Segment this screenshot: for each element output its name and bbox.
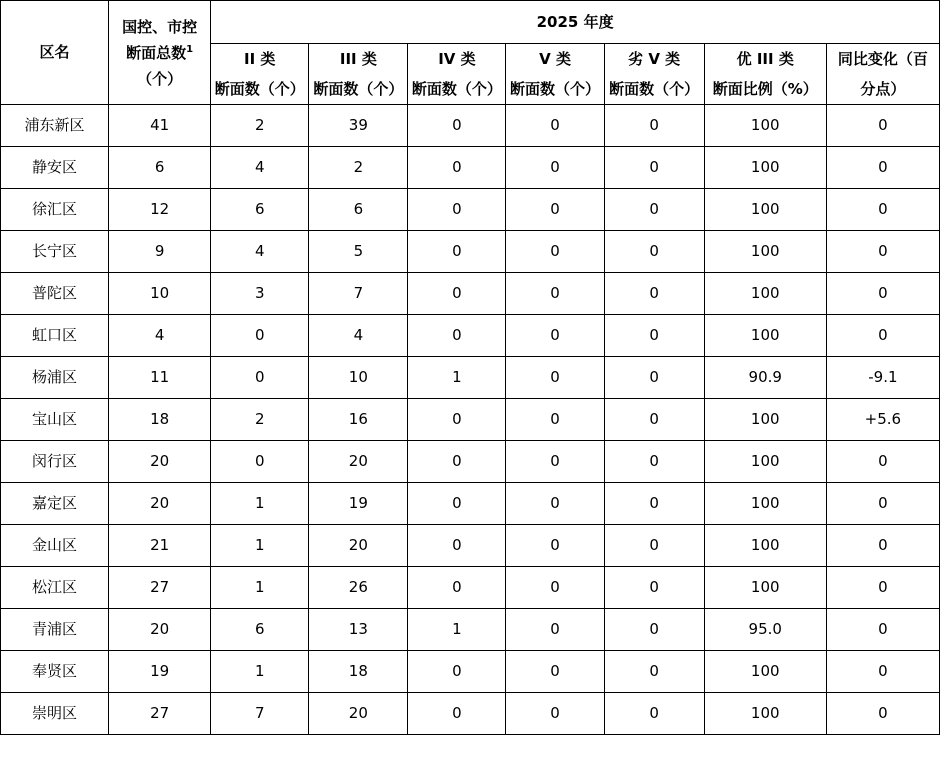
- worse5-cell: 0: [604, 273, 704, 315]
- total-header-line2-text: 断面总数: [126, 43, 187, 62]
- class5-cell: 0: [506, 483, 604, 525]
- class5-cell: 0: [506, 525, 604, 567]
- class3-cell: 10: [309, 357, 408, 399]
- class5-cell: 0: [506, 567, 604, 609]
- table-row: [1, 357, 940, 399]
- worse5-cell: 0: [604, 105, 704, 147]
- class4-cell: 0: [408, 483, 506, 525]
- table-row: [1, 315, 940, 357]
- total-cell: 20: [109, 441, 211, 483]
- class2-cell: 4: [211, 231, 309, 273]
- total-cell: 9: [109, 231, 211, 273]
- district-cell: 长宁区: [1, 231, 109, 273]
- district-cell: 闵行区: [1, 441, 109, 483]
- class4-header-line2: 断面数（个）: [411, 80, 502, 98]
- change-cell: 0: [826, 651, 939, 693]
- class3-cell: 13: [309, 609, 408, 651]
- class2-header-line1: II 类: [244, 50, 276, 68]
- class4-column-header: [408, 44, 506, 105]
- class5-cell: 0: [506, 189, 604, 231]
- class3-cell: 39: [309, 105, 408, 147]
- class4-cell: 1: [408, 609, 506, 651]
- ratio-cell: 100: [704, 525, 826, 567]
- table-row: [1, 525, 940, 567]
- total-cell: 11: [109, 357, 211, 399]
- class5-cell: 0: [506, 273, 604, 315]
- class4-header-line1: IV 类: [438, 50, 476, 68]
- worse5-column-header: [604, 44, 704, 105]
- class5-cell: 0: [506, 147, 604, 189]
- class2-header-line2: 断面数（个）: [214, 80, 305, 98]
- district-header-label: 区名: [39, 43, 70, 61]
- total-header-line3: （个）: [137, 69, 183, 88]
- worse5-cell: 0: [604, 651, 704, 693]
- worse5-header-line2: 断面数（个）: [609, 80, 700, 98]
- table-header: [1, 1, 940, 105]
- footnote-marker: 1: [186, 43, 194, 55]
- ratio-cell: 100: [704, 441, 826, 483]
- class5-cell: 0: [506, 609, 604, 651]
- total-cell: 6: [109, 147, 211, 189]
- class2-cell: 0: [211, 315, 309, 357]
- class4-cell: 0: [408, 231, 506, 273]
- class2-cell: 7: [211, 693, 309, 735]
- ratio-cell: 100: [704, 147, 826, 189]
- class4-cell: 0: [408, 273, 506, 315]
- worse5-cell: 0: [604, 483, 704, 525]
- class2-cell: 1: [211, 651, 309, 693]
- worse5-cell: 0: [604, 693, 704, 735]
- total-cell: 19: [109, 651, 211, 693]
- table-body: [1, 105, 940, 735]
- ratio-cell: 100: [704, 567, 826, 609]
- table-row: [1, 105, 940, 147]
- class4-cell: 0: [408, 189, 506, 231]
- class5-cell: 0: [506, 105, 604, 147]
- change-cell: 0: [826, 693, 939, 735]
- change-cell: 0: [826, 189, 939, 231]
- change-cell: 0: [826, 105, 939, 147]
- total-header-line1: 国控、市控: [122, 17, 198, 36]
- class3-cell: 19: [309, 483, 408, 525]
- change-cell: 0: [826, 315, 939, 357]
- year-group-header: [211, 1, 940, 44]
- class2-cell: 2: [211, 399, 309, 441]
- class3-cell: 4: [309, 315, 408, 357]
- district-cell: 奉贤区: [1, 651, 109, 693]
- ratio-cell: 100: [704, 231, 826, 273]
- ratio-cell: 100: [704, 693, 826, 735]
- worse5-cell: 0: [604, 189, 704, 231]
- class2-column-header: [211, 44, 309, 105]
- change-cell: +5.6: [826, 399, 939, 441]
- class2-cell: 4: [211, 147, 309, 189]
- total-cell: 20: [109, 483, 211, 525]
- table-row: [1, 441, 940, 483]
- class4-cell: 0: [408, 567, 506, 609]
- total-cell: 41: [109, 105, 211, 147]
- ratio-cell: 90.9: [704, 357, 826, 399]
- change-cell: -9.1: [826, 357, 939, 399]
- class5-cell: 0: [506, 651, 604, 693]
- class5-header-line1: V 类: [539, 50, 571, 68]
- change-cell: 0: [826, 147, 939, 189]
- table-row: [1, 609, 940, 651]
- worse5-cell: 0: [604, 399, 704, 441]
- district-cell: 金山区: [1, 525, 109, 567]
- change-cell: 0: [826, 231, 939, 273]
- district-cell: 杨浦区: [1, 357, 109, 399]
- change-cell: 0: [826, 609, 939, 651]
- class2-cell: 6: [211, 609, 309, 651]
- class3-cell: 5: [309, 231, 408, 273]
- class5-cell: 0: [506, 231, 604, 273]
- worse5-cell: 0: [604, 609, 704, 651]
- class3-cell: 26: [309, 567, 408, 609]
- district-column-header: [1, 1, 109, 105]
- change-cell: 0: [826, 273, 939, 315]
- total-cell: 27: [109, 567, 211, 609]
- table-row: [1, 273, 940, 315]
- table-row: [1, 189, 940, 231]
- class4-cell: 0: [408, 441, 506, 483]
- change-cell: 0: [826, 567, 939, 609]
- change-header-line2: 分点）: [860, 80, 906, 98]
- table-row: [1, 231, 940, 273]
- worse5-cell: 0: [604, 231, 704, 273]
- total-cell: 10: [109, 273, 211, 315]
- change-column-header: [826, 44, 939, 105]
- change-cell: 0: [826, 441, 939, 483]
- worse5-cell: 0: [604, 525, 704, 567]
- class2-cell: 0: [211, 441, 309, 483]
- change-cell: 0: [826, 525, 939, 567]
- class3-cell: 16: [309, 399, 408, 441]
- class4-cell: 0: [408, 651, 506, 693]
- district-cell: 虹口区: [1, 315, 109, 357]
- class2-cell: 0: [211, 357, 309, 399]
- district-cell: 嘉定区: [1, 483, 109, 525]
- table-row: [1, 399, 940, 441]
- class3-header-line1: III 类: [339, 50, 377, 68]
- worse5-cell: 0: [604, 441, 704, 483]
- ratio-cell: 95.0: [704, 609, 826, 651]
- class5-cell: 0: [506, 357, 604, 399]
- worse5-cell: 0: [604, 315, 704, 357]
- district-cell: 浦东新区: [1, 105, 109, 147]
- ratio-header-line2: 断面比例（%）: [712, 80, 818, 98]
- district-cell: 徐汇区: [1, 189, 109, 231]
- class5-cell: 0: [506, 441, 604, 483]
- class5-header-line2: 断面数（个）: [510, 80, 601, 98]
- class4-cell: 0: [408, 105, 506, 147]
- class3-cell: 18: [309, 651, 408, 693]
- district-cell: 普陀区: [1, 273, 109, 315]
- class4-cell: 0: [408, 399, 506, 441]
- class2-cell: 3: [211, 273, 309, 315]
- ratio-cell: 100: [704, 273, 826, 315]
- class3-header-line2: 断面数（个）: [313, 80, 404, 98]
- table-row: [1, 651, 940, 693]
- table-row: [1, 693, 940, 735]
- year-header-label: 2025 年度: [536, 12, 614, 31]
- worse5-cell: 0: [604, 357, 704, 399]
- worse5-header-line1: 劣 V 类: [628, 50, 681, 68]
- district-cell: 松江区: [1, 567, 109, 609]
- class4-cell: 0: [408, 147, 506, 189]
- district-cell: 崇明区: [1, 693, 109, 735]
- change-cell: 0: [826, 483, 939, 525]
- class2-cell: 1: [211, 483, 309, 525]
- total-cell: 27: [109, 693, 211, 735]
- worse5-cell: 0: [604, 567, 704, 609]
- table-row: [1, 147, 940, 189]
- ratio-column-header: [704, 44, 826, 105]
- class3-cell: 20: [309, 525, 408, 567]
- class3-cell: 2: [309, 147, 408, 189]
- class5-cell: 0: [506, 693, 604, 735]
- class4-cell: 0: [408, 315, 506, 357]
- class4-cell: 0: [408, 525, 506, 567]
- class2-cell: 2: [211, 105, 309, 147]
- class4-cell: 0: [408, 693, 506, 735]
- total-cell: 4: [109, 315, 211, 357]
- total-cell: 18: [109, 399, 211, 441]
- total-cell: 21: [109, 525, 211, 567]
- class2-cell: 1: [211, 567, 309, 609]
- ratio-cell: 100: [704, 189, 826, 231]
- class4-cell: 1: [408, 357, 506, 399]
- class3-cell: 6: [309, 189, 408, 231]
- class3-cell: 20: [309, 693, 408, 735]
- ratio-cell: 100: [704, 315, 826, 357]
- class3-cell: 7: [309, 273, 408, 315]
- class5-cell: 0: [506, 315, 604, 357]
- total-header-line2: [109, 40, 210, 66]
- total-cell: 12: [109, 189, 211, 231]
- header-row-year: [1, 1, 940, 44]
- district-cell: 静安区: [1, 147, 109, 189]
- table-row: [1, 483, 940, 525]
- ratio-header-line1: 优 III 类: [736, 50, 794, 68]
- class5-cell: 0: [506, 399, 604, 441]
- class2-cell: 1: [211, 525, 309, 567]
- district-cell: 青浦区: [1, 609, 109, 651]
- class3-column-header: [309, 44, 408, 105]
- worse5-cell: 0: [604, 147, 704, 189]
- class3-cell: 20: [309, 441, 408, 483]
- ratio-cell: 100: [704, 399, 826, 441]
- ratio-cell: 100: [704, 651, 826, 693]
- ratio-cell: 100: [704, 483, 826, 525]
- class2-cell: 6: [211, 189, 309, 231]
- total-cell: 20: [109, 609, 211, 651]
- change-header-line1: 同比变化（百: [837, 50, 928, 68]
- total-column-header: [109, 1, 211, 105]
- table-row: [1, 567, 940, 609]
- district-cell: 宝山区: [1, 399, 109, 441]
- class5-column-header: [506, 44, 604, 105]
- ratio-cell: 100: [704, 105, 826, 147]
